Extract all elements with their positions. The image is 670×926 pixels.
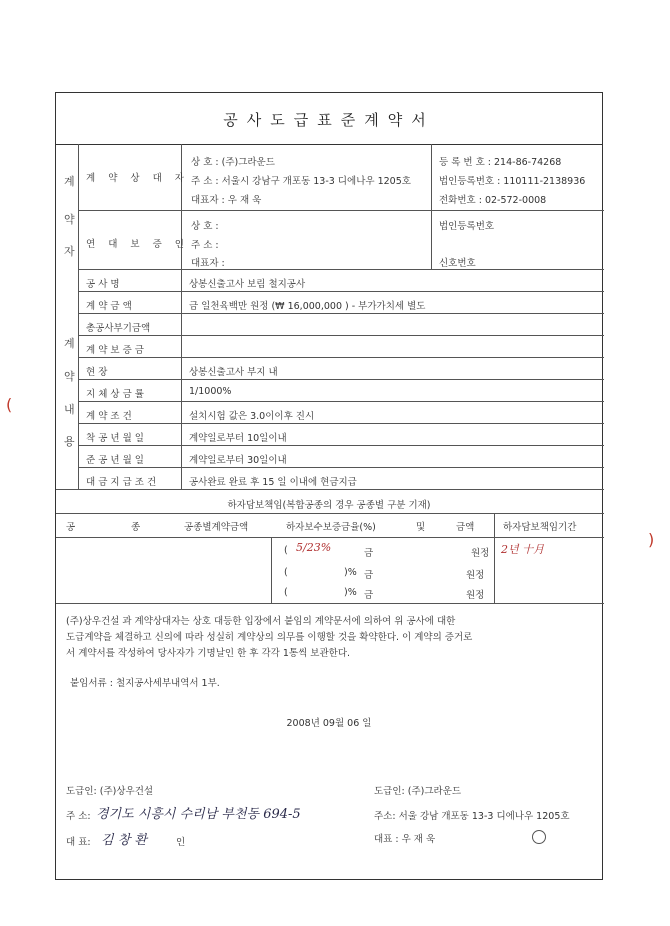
row-label: 계 약 금 액 [86,301,132,312]
grid-vline [78,144,79,489]
contract-date: 2008년 09월 06 일 [286,718,372,729]
grid-hline [78,269,604,270]
document-title: 공사도급표준계약서 [223,111,435,129]
grid-hline [56,603,604,604]
contractor-reg-no: 등 록 번 호 : 214-86-74268 [439,157,562,168]
grid-vline [271,537,272,603]
sub-col-header: 및 [416,522,426,533]
row-label: 지 체 상 금 률 [86,389,144,400]
sub-row-left: ( [284,567,288,578]
sub-row-tail: 원정 [471,548,490,559]
contractor-phone: 전화번호 : 02-572-0008 [439,195,547,206]
sub-row-amount: 금 [364,590,374,601]
receiver-address: 주소: 서울 강남 개포동 13-3 디에나우 1205호 [374,811,570,822]
body-text-line: (주)상우건설 과 계약상대자는 상호 대등한 입장에서 붙임의 계약문서에 의하여 위 공사에 대한 [66,616,456,627]
row-label: 공 사 명 [86,279,120,290]
owner-address-label: 주 소: [66,811,91,822]
sub-col-header: 하자보수보증금율(%) [286,522,376,533]
grid-hline [78,379,604,380]
row-label: 대 금 지 급 조 건 [86,477,157,488]
grid-vline [181,144,182,489]
row-value: 설치시험 값은 3.0이이후 진시 [189,411,315,422]
side-label-content-2: 약 [64,370,75,383]
grid-hline [78,335,604,336]
contractor-ceo: 대표자 : 우 재 욱 [191,195,262,206]
row-value: 계약일로부터 10일이내 [189,433,287,444]
side-label-contract-b: 약 [64,213,75,226]
row-label: 착 공 년 월 일 [86,433,144,444]
owner-label: 도급인: (주)상우건설 [66,786,154,797]
grid-hline [78,423,604,424]
contract-frame [55,92,603,880]
grid-vline [431,144,432,269]
guarantor-ceo: 대표자 : [191,258,225,269]
receiver-label: 도급인: (주)그라운드 [374,786,462,797]
grid-hline [56,513,604,514]
grid-hline [78,291,604,292]
sub-row-left: ( [284,545,288,556]
grid-hline [78,445,604,446]
guarantor-corp-no: 법인등록번호 [439,221,495,232]
sub-row-tail: 원정 [466,570,485,581]
row-label: 현 장 [86,367,108,378]
sub-col-header: 하자담보책임기간 [503,522,577,533]
owner-rep-handwritten: 김 창 환 [101,833,147,848]
side-label-contract-c: 자 [64,245,75,258]
row-label: 계 약 보 증 금 [86,345,144,356]
side-label-content-4: 용 [64,435,75,448]
sub-col-header: 금액 [456,522,475,533]
sub-row-pct: )% [344,567,357,578]
receiver-rep: 대표 : 우 재 욱 [374,834,436,845]
guarantor-company: 상 호 : [191,221,219,232]
contractor-label: 계 약 상 대 자 [86,173,189,184]
margin-stamp-mark: ( [6,395,13,414]
warranty-header: 하자담보책임(복합공종의 경우 공종별 구분 기재) [227,500,431,511]
grid-hline [78,313,604,314]
grid-hline [78,401,604,402]
owner-seal-text: 인 [176,837,186,848]
row-label: 총공사부기금액 [86,323,151,334]
row-value: 상봉신출고사 부지 내 [189,367,278,378]
side-label-content-1: 계 [64,337,75,350]
row-value: 금 일천육백만 원정 (₩ 16,000,000 ) - 부가가치세 별도 [189,301,426,312]
title-divider [56,144,602,145]
owner-rep-label: 대 표: [66,837,91,848]
grid-hline [56,537,604,538]
sub-col-header: 공종별계약금액 [184,522,249,533]
body-text-line: 서 계약서를 작성하여 당사자가 기명날인 한 후 각각 1통씩 보관한다. [66,648,351,659]
guarantor-label: 연 대 보 증 인 [86,239,189,250]
sub-row-tail: 원정 [466,590,485,601]
contractor-address: 주 소 : 서울시 강남구 개포동 13-3 디에나우 1205호 [191,176,411,187]
sub-col-header: 종 [131,522,141,533]
row-label: 준 공 년 월 일 [86,455,144,466]
attachment-note: 붙임서류 : 철지공사세부내역서 1부. [70,678,220,689]
margin-stamp-mark: ) [648,530,655,549]
sub-row-amount: 금 [364,548,374,559]
grid-hline [78,467,604,468]
guarantor-id-no: 신호번호 [439,258,476,269]
row-value: 공사완료 완료 후 15 일 이내에 현금지급 [189,477,357,488]
owner-address-handwritten: 경기도 시흥시 수리남 부천동 694-5 [96,807,301,822]
body-text-line: 도급계약을 체결하고 신의에 따라 성실히 계약상의 의무를 이행할 것을 확약한다. 이 계약의 증거로 [66,632,473,643]
row-value: 계약일로부터 30일이내 [189,455,287,466]
grid-hline [56,489,604,490]
handwritten-period: 2년 十月 [501,543,545,556]
contractor-corp-no: 법인등록번호 : 110111-2138936 [439,176,586,187]
handwritten-rate: 5/23% [296,541,332,554]
sub-col-header: 공 [66,522,76,533]
sub-row-left: ( [284,587,288,598]
grid-hline [78,357,604,358]
receiver-seal-icon [532,830,546,844]
sub-row-pct: )% [344,587,357,598]
side-label-contract-a: 계 [64,175,75,188]
grid-hline [78,210,604,211]
side-label-content-3: 내 [64,403,75,416]
guarantor-address: 주 소 : [191,240,219,251]
row-value: 1/1000% [189,386,232,397]
contractor-company: 상 호 : (주)그라운드 [191,157,275,168]
sub-row-amount: 금 [364,570,374,581]
row-label: 계 약 조 건 [86,411,132,422]
row-value: 상봉신출고사 보림 철지공사 [189,279,306,290]
grid-vline [494,513,495,603]
